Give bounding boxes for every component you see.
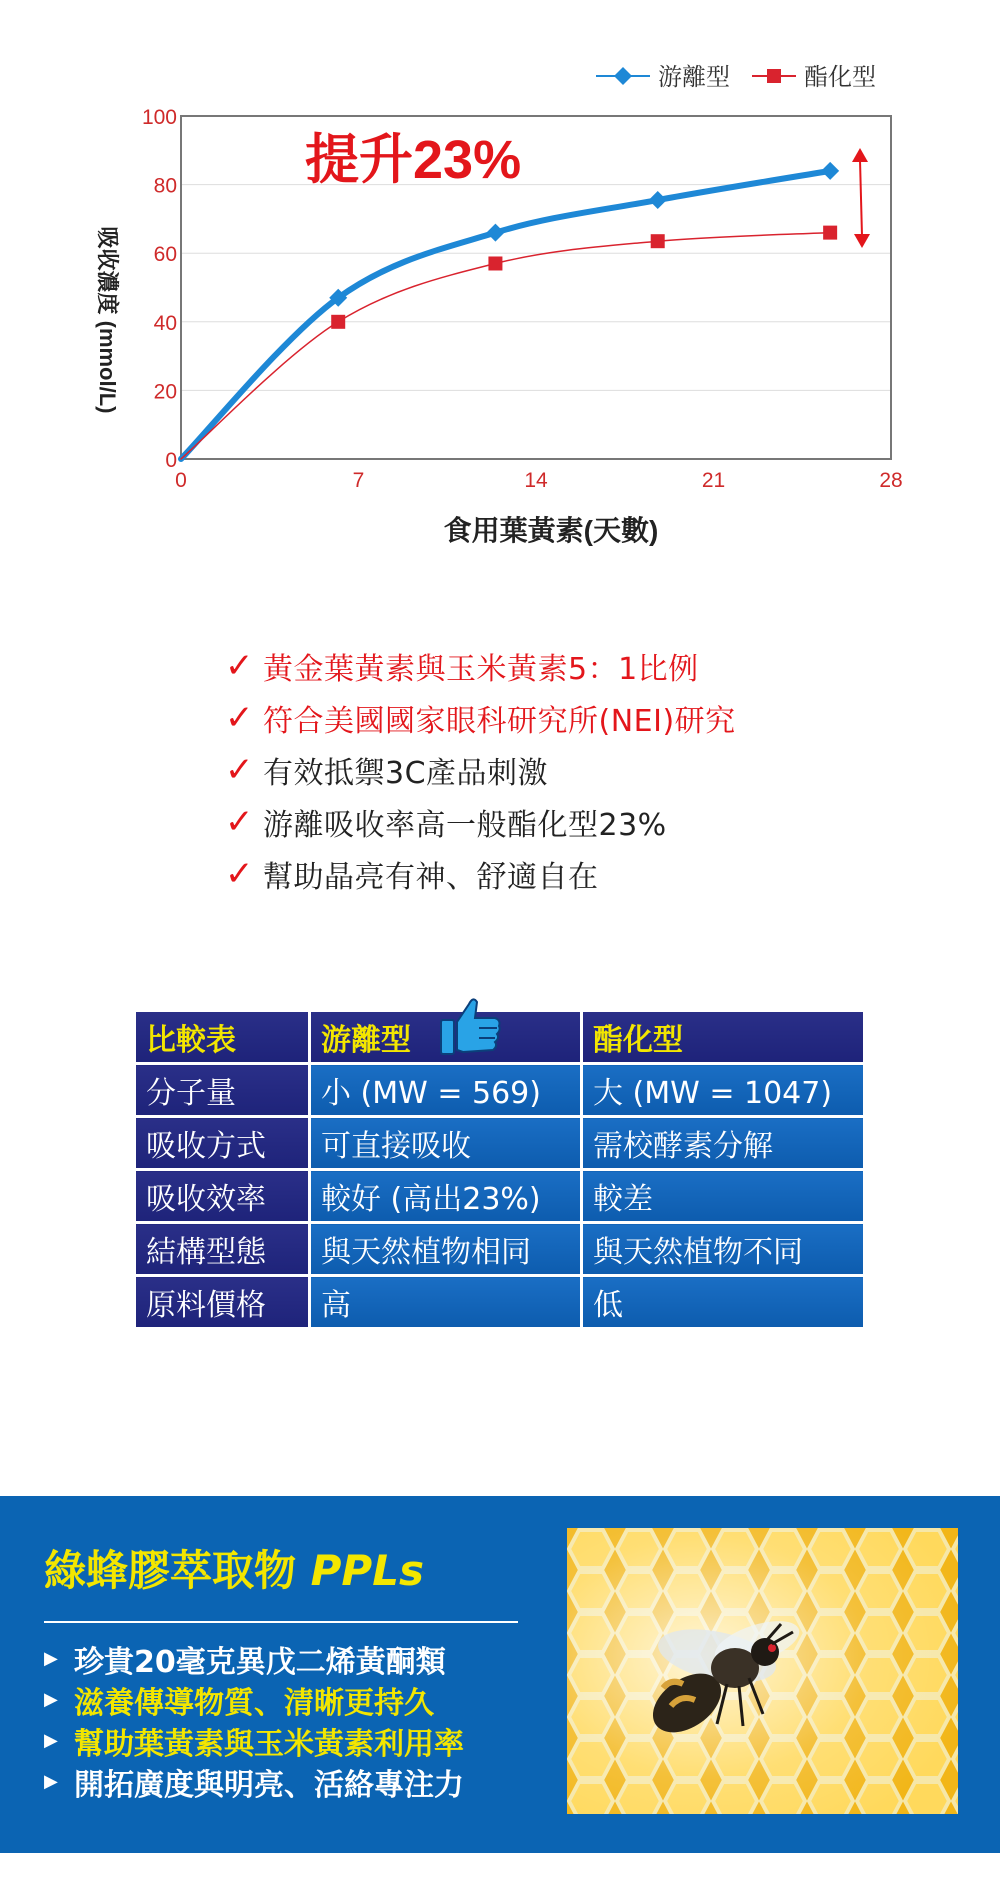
x-tick-label: 14 — [524, 469, 548, 492]
table-row — [136, 1117, 863, 1170]
data-point-square — [823, 226, 837, 240]
feature-item — [225, 640, 736, 692]
triangle-bullet-icon: ▶ — [44, 1771, 58, 1792]
table-cell: 高 — [310, 1276, 582, 1329]
table-cell: 需校酵素分解 — [582, 1117, 864, 1170]
data-point-square — [488, 256, 502, 270]
absorption-chart — [0, 0, 1000, 580]
checkmark-icon: ✓ — [225, 750, 254, 790]
row-label: 結構型態 — [136, 1223, 310, 1276]
header-cell: 游離型 — [310, 1012, 582, 1064]
x-tick-labels — [175, 469, 903, 492]
y-tick-label: 40 — [153, 311, 177, 335]
list-item — [44, 1638, 464, 1679]
checkmark-icon: ✓ — [225, 646, 254, 686]
y-tick-label: 0 — [165, 449, 177, 472]
x-tick-label: 0 — [175, 469, 187, 492]
feature-item — [225, 848, 736, 900]
feature-item — [225, 744, 736, 796]
table-row — [136, 1064, 863, 1117]
feature-text: 有效抵禦3C產品刺激 — [263, 756, 549, 791]
feature-text: 黃金葉黃素與玉米黃素5：1比例 — [263, 652, 699, 687]
checkmark-icon: ✓ — [225, 802, 254, 842]
row-label: 分子量 — [136, 1064, 310, 1117]
data-point-square — [331, 315, 345, 329]
list-item-text: 珍貴20毫克異戊二烯黃酮類 — [74, 1644, 446, 1680]
increase-annotation: 提升23% — [305, 130, 522, 190]
propolis-benefit-list — [44, 1638, 464, 1802]
y-tick-label: 100 — [141, 106, 177, 129]
feature-item — [225, 692, 736, 744]
header-cell: 比較表 — [136, 1012, 310, 1064]
series-line-1 — [181, 171, 830, 459]
propolis-title — [44, 1538, 424, 1598]
table-cell: 較好 (高出23%) — [310, 1170, 582, 1223]
data-point-diamond — [486, 224, 504, 242]
row-label: 吸收方式 — [136, 1117, 310, 1170]
difference-arrow — [852, 148, 870, 248]
table-row — [136, 1170, 863, 1223]
x-tick-label: 28 — [879, 469, 903, 492]
feature-text: 游離吸收率高一般酯化型23% — [263, 808, 667, 843]
x-tick-label: 21 — [701, 469, 726, 492]
y-tick-label: 20 — [153, 380, 177, 404]
table-cell: 低 — [582, 1276, 864, 1329]
series-line-2 — [181, 233, 830, 459]
x-axis-label: 食用葉黃素(天數) — [443, 515, 659, 546]
propolis-title-text: 綠蜂膠萃取物 — [44, 1546, 297, 1595]
list-item — [44, 1761, 464, 1802]
x-tick-label: 7 — [352, 469, 365, 492]
plot-frame — [181, 116, 891, 459]
honeycomb-bee-image — [567, 1528, 958, 1814]
chart-series — [181, 162, 839, 459]
list-item — [44, 1679, 464, 1720]
y-axis-label: 吸收濃度 (mmol/L) — [95, 226, 120, 414]
triangle-bullet-icon: ▶ — [44, 1648, 58, 1669]
header-cell: 酯化型 — [582, 1012, 864, 1064]
thumbs-up-icon — [437, 994, 503, 1060]
propolis-title-latin: PPLs — [310, 1546, 424, 1595]
table-cell: 小 (MW = 569) — [310, 1064, 582, 1117]
y-tick-labels — [142, 106, 177, 472]
y-tick-label: 60 — [153, 243, 177, 267]
data-point-diamond — [649, 191, 667, 209]
title-divider — [44, 1621, 518, 1623]
chart-legend — [596, 64, 876, 91]
data-point-square — [651, 234, 665, 248]
feature-item — [225, 796, 736, 848]
checkmark-icon: ✓ — [225, 698, 254, 738]
propolis-section — [0, 1496, 1000, 1853]
legend-label-series-1: 游離型 — [658, 64, 730, 91]
y-tick-label: 80 — [153, 174, 177, 198]
table-cell: 與天然植物不同 — [582, 1223, 864, 1276]
checkmark-icon: ✓ — [225, 854, 254, 894]
table-row — [136, 1276, 863, 1329]
triangle-bullet-icon: ▶ — [44, 1730, 58, 1751]
legend-marker-diamond — [614, 67, 632, 85]
data-point-diamond — [821, 162, 839, 180]
table-cell: 可直接吸收 — [310, 1117, 582, 1170]
list-item-text: 幫助葉黃素與玉米黃素利用率 — [74, 1726, 464, 1762]
table-cell: 大 (MW = 1047) — [582, 1064, 864, 1117]
legend-marker-square — [767, 69, 781, 83]
triangle-bullet-icon: ▶ — [44, 1689, 58, 1710]
list-item-text: 滋養傳導物質、清晰更持久 — [74, 1685, 434, 1721]
legend-label-series-2: 酯化型 — [804, 64, 876, 91]
feature-text: 幫助晶亮有神、舒適自在 — [263, 860, 599, 895]
table-cell: 較差 — [582, 1170, 864, 1223]
row-label: 原料價格 — [136, 1276, 310, 1329]
feature-text: 符合美國國家眼科研究所(NEI)研究 — [263, 704, 736, 739]
list-item-text: 開拓廣度與明亮、活絡專注力 — [74, 1767, 464, 1803]
table-row — [136, 1223, 863, 1276]
list-item — [44, 1720, 464, 1761]
row-label: 吸收效率 — [136, 1170, 310, 1223]
table-cell: 與天然植物相同 — [310, 1223, 582, 1276]
feature-list — [225, 640, 736, 900]
